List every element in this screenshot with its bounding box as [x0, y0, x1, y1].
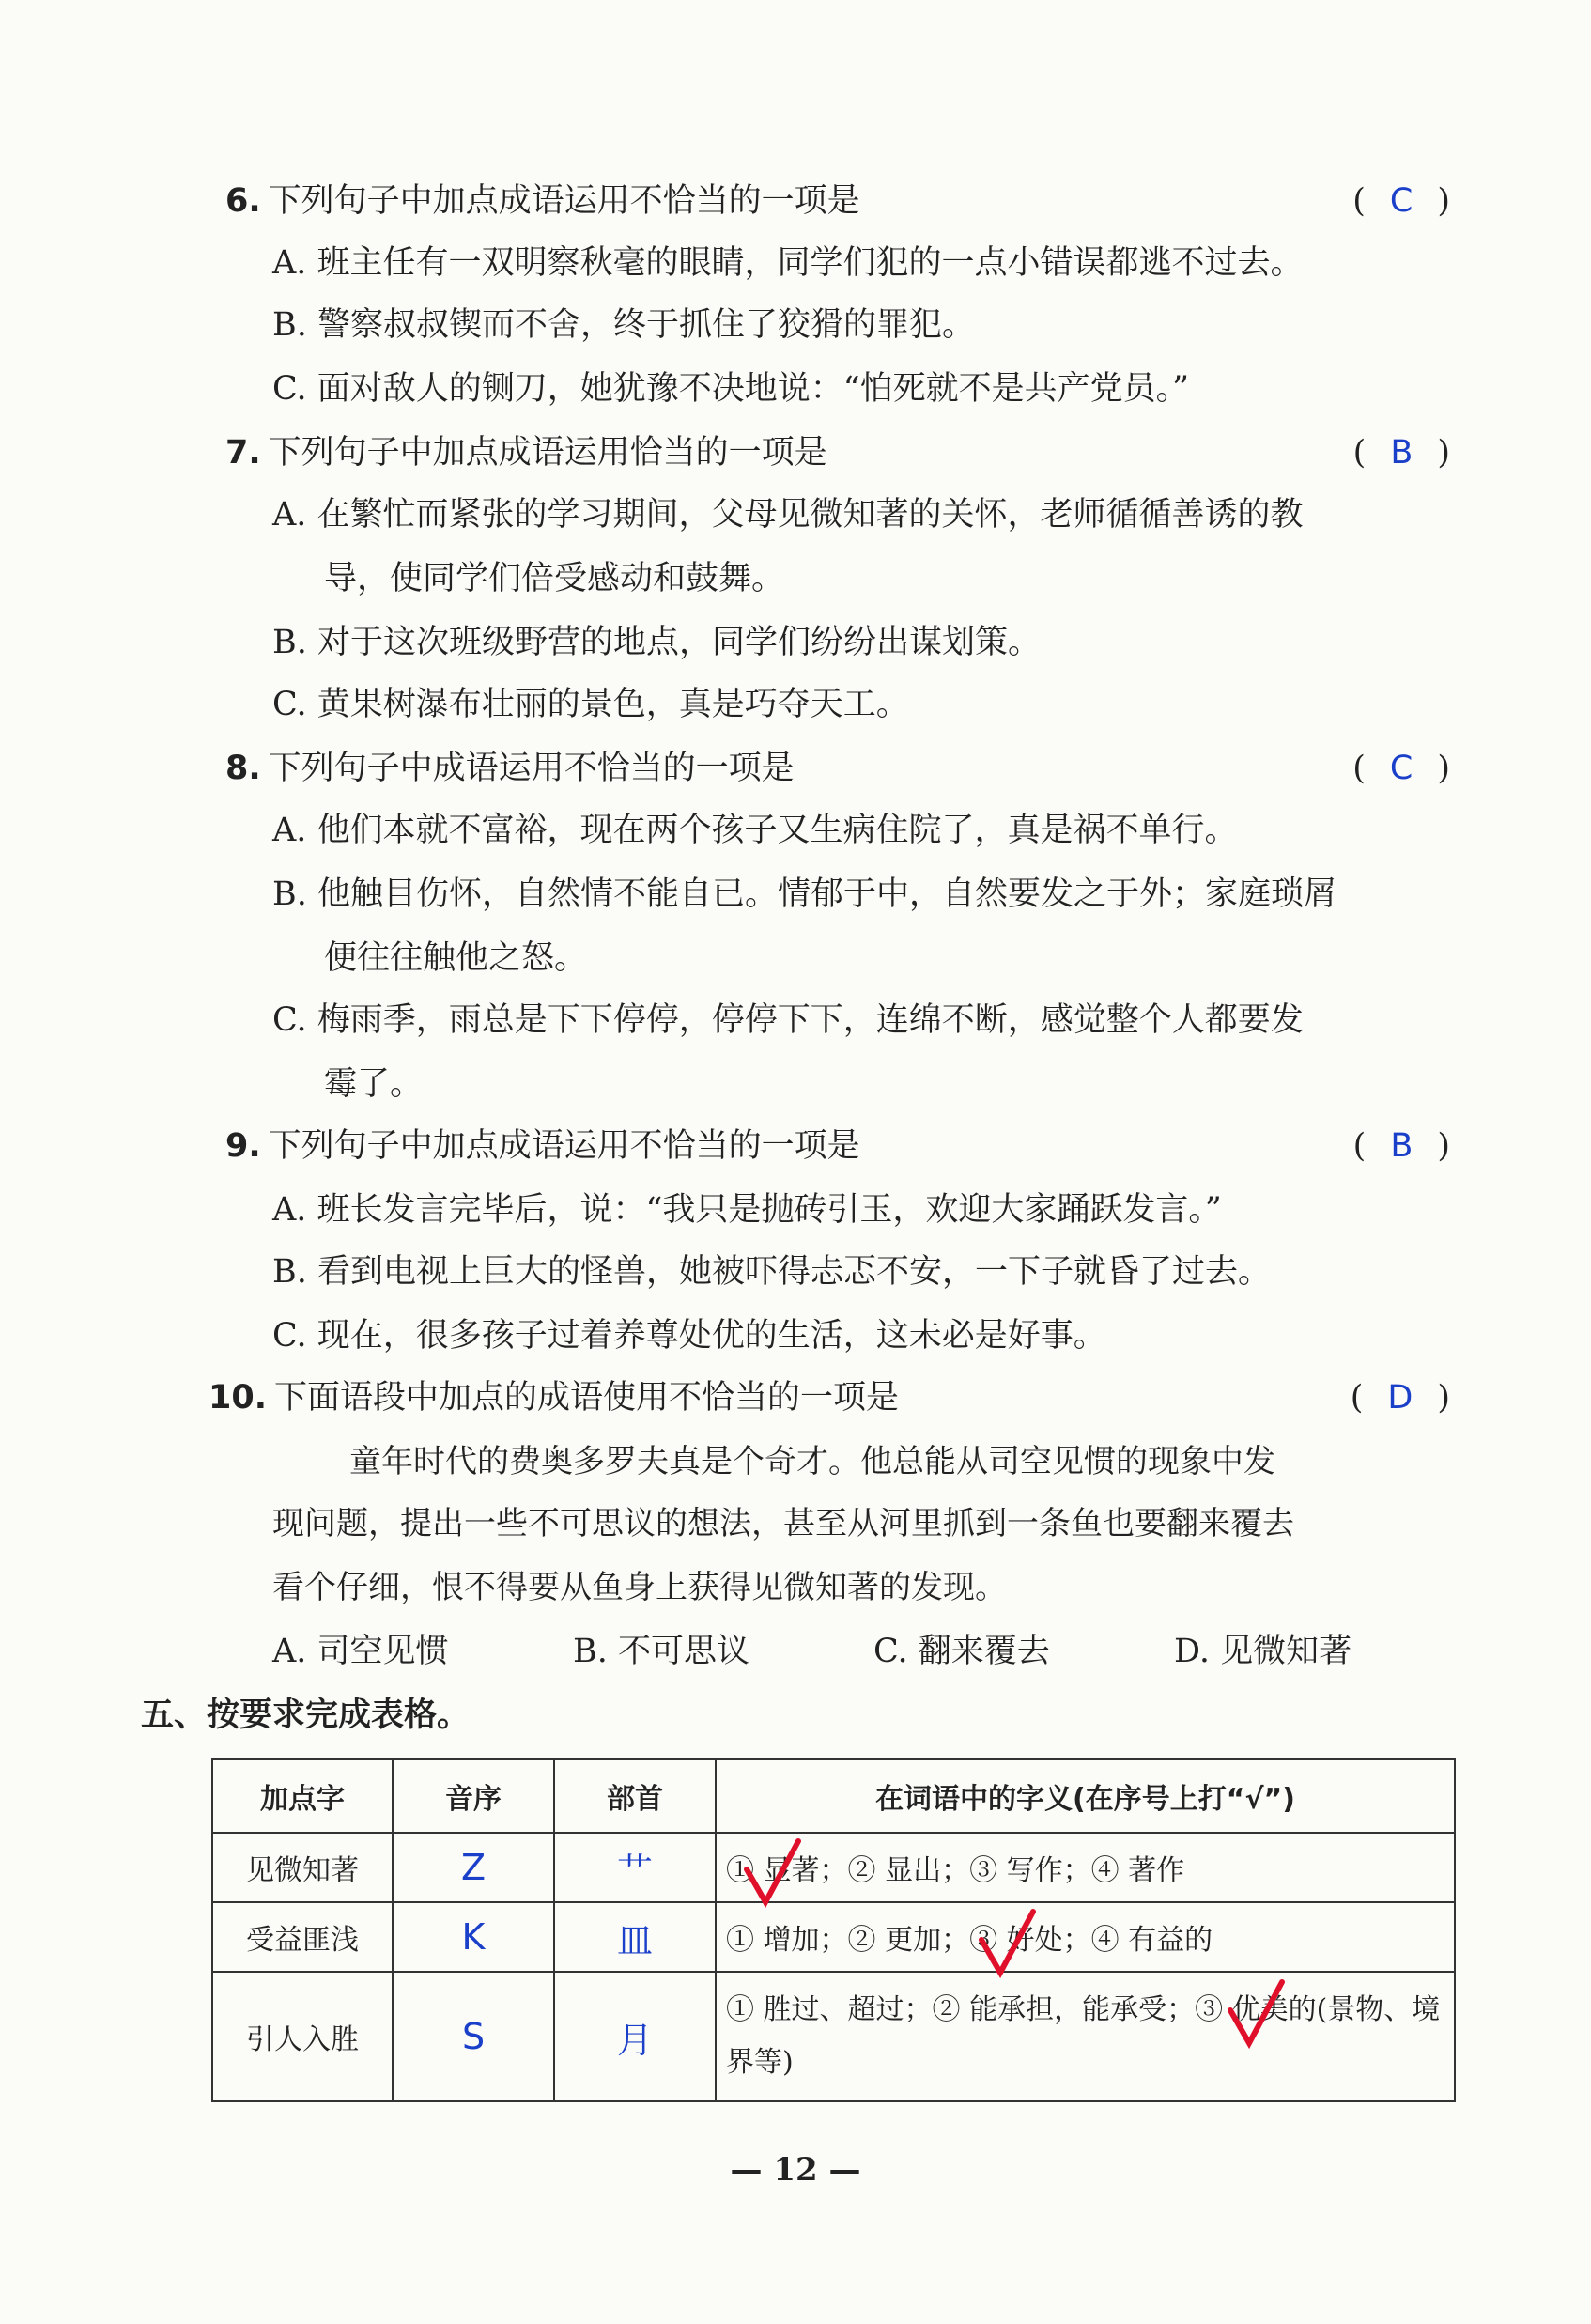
question-stem: 下列句子中加点成语运用恰当的一项是	[268, 434, 827, 472]
yinxu-cell: Z	[393, 1833, 554, 1902]
header-cell: 音序	[393, 1759, 554, 1833]
option: B. 他触目伤怀，自然情不能自已。情郁于中，自然要发之于外；家庭琐屑	[272, 875, 1336, 913]
option-continued: 便往往触他之怒。	[324, 939, 588, 977]
option-continued: 霉了。	[324, 1065, 424, 1103]
option-continued: 导，使同学们倍受感动和鼓舞。	[324, 560, 785, 597]
option: A. 班长发言完毕后，说：“我只是抛砖引玉，欢迎大家踊跃发言。”	[272, 1191, 1222, 1229]
option: C. 梅雨季，雨总是下下停停，停停下下，连绵不断，感觉整个人都要发	[272, 1001, 1304, 1039]
table-header-row	[212, 1759, 1455, 1833]
yinxu-cell: K	[393, 1902, 554, 1972]
table-row	[212, 1833, 1455, 1902]
passage-line: 看个仔细，恨不得要从鱼身上获得见微知著的发现。	[272, 1569, 1007, 1606]
answer-9: ( B )	[1352, 1127, 1450, 1165]
question-10: 10. 下面语段中加点的成语使用不恰当的一项是	[209, 1379, 900, 1417]
meaning-cell: ① 增加；② 更加；③ 好处；④ 有益的	[716, 1902, 1455, 1972]
option: A. 班主任有一双明察秋毫的眼睛，同学们犯的一点小错误都逃不过去。	[272, 244, 1304, 282]
option: C. 黄果树瀑布壮丽的景色，真是巧夺天工。	[272, 686, 909, 723]
question-8: 8. 下列句子中成语运用不恰当的一项是	[225, 750, 795, 787]
question-stem: 下列句子中加点成语运用不恰当的一项是	[268, 1127, 860, 1165]
question-6: 6. 下列句子中加点成语运用不恰当的一项是	[225, 182, 860, 220]
yinxu-cell: S	[393, 1972, 554, 2101]
header-cell: 在词语中的字义(在序号上打“√”)	[716, 1759, 1455, 1833]
option: A. 他们本就不富裕，现在两个孩子又生病住院了，真是祸不单行。	[272, 812, 1238, 849]
word-cell: 见微知著	[212, 1833, 393, 1902]
bushou-cell: 艹	[554, 1833, 716, 1902]
choice: C. 翻来覆去	[873, 1633, 1050, 1670]
answer-10: ( D )	[1350, 1379, 1450, 1417]
question-9: 9. 下列句子中加点成语运用不恰当的一项是	[225, 1127, 860, 1165]
option: C. 现在，很多孩子过着养尊处优的生活，这未必是好事。	[272, 1317, 1106, 1355]
bushou-cell: 月	[554, 1972, 716, 2101]
page-number: — 12 —	[730, 2151, 861, 2189]
bushou-cell: 皿	[554, 1902, 716, 1972]
passage-line: 现问题，提出一些不可思议的想法，甚至从河里抓到一条鱼也要翻来覆去	[272, 1505, 1294, 1542]
answer-7: ( B )	[1352, 434, 1450, 472]
check-mark-icon	[742, 1836, 808, 1912]
word-cell: 引人入胜	[212, 1972, 393, 2101]
option: B. 看到电视上巨大的怪兽，她被吓得忐忑不安，一下子就昏了过去。	[272, 1253, 1271, 1291]
choice: B. 不可思议	[573, 1633, 749, 1670]
table-row	[212, 1902, 1455, 1972]
question-7: 7. 下列句子中加点成语运用恰当的一项是	[225, 434, 827, 472]
option: A. 在繁忙而紧张的学习期间，父母见微知著的关怀，老师循循善诱的教	[272, 496, 1304, 534]
question-stem: 下列句子中成语运用不恰当的一项是	[268, 750, 795, 787]
check-mark-icon	[977, 1907, 1043, 1982]
option: B. 对于这次班级野营的地点，同学们纷纷出谋划策。	[272, 624, 1041, 661]
check-mark-icon	[1226, 1977, 1291, 2053]
header-cell: 加点字	[212, 1759, 393, 1833]
answer-6: ( C )	[1352, 182, 1450, 220]
passage-line: 童年时代的费奥多罗夫真是个奇才。他总能从司空见惯的现象中发	[349, 1443, 1275, 1480]
header-cell: 部首	[554, 1759, 716, 1833]
option: C. 面对敌人的铡刀，她犹豫不决地说：“怕死就不是共产党员。”	[272, 370, 1190, 408]
section-title: 五、按要求完成表格。	[141, 1697, 471, 1734]
question-stem: 下列句子中加点成语运用不恰当的一项是	[268, 182, 860, 220]
question-stem: 下面语段中加点的成语使用不恰当的一项是	[274, 1379, 900, 1417]
choice: D. 见微知著	[1174, 1633, 1352, 1670]
choice: A. 司空见惯	[272, 1633, 449, 1670]
answer-8: ( C )	[1352, 750, 1450, 787]
option: B. 警察叔叔锲而不舍，终于抓住了狡猾的罪犯。	[272, 306, 975, 344]
word-cell: 受益匪浅	[212, 1902, 393, 1972]
meaning-cell: ① 显著；② 显出；③ 写作；④ 著作	[716, 1833, 1455, 1902]
meaning-cell: ① 胜过、超过；② 能承担，能承受；③ 优美的(景物、境界等)	[716, 1972, 1455, 2101]
